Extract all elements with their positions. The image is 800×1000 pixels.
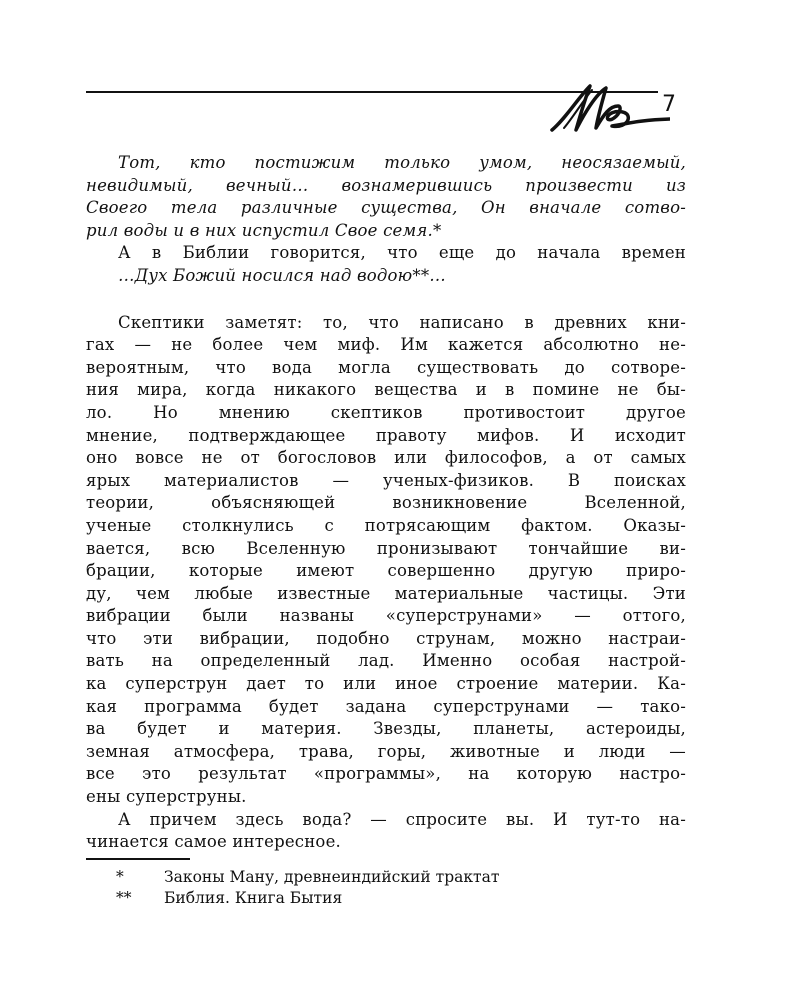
paragraph-line: ва будет и материя. Звезды, планеты, астероиды, (86, 719, 686, 739)
footnote (116, 888, 499, 909)
footnote (116, 867, 499, 888)
paragraph-line: оно вовсе не от богословов или философов, а от самых (86, 448, 686, 468)
epigraph-quote (86, 152, 686, 242)
quote-line: рил воды и в них испустил Свое семя.* (86, 220, 442, 240)
paragraph-line: ло. Но мнению скептиков противостоит другое (86, 402, 686, 422)
paragraph-line: А причем здесь вода? — спросите вы. И тут-то на- (118, 809, 686, 829)
paragraph-line: земная атмосфера, трава, горы, животные и люди — (86, 741, 686, 761)
footnote-text: Библия. Книга Бытия (164, 889, 343, 907)
closing-paragraph (86, 809, 686, 854)
paragraph-line: ния мира, когда никакого вещества и в помине не бы- (86, 380, 686, 400)
footnote-text: Законы Ману, древнеиндийский трактат (164, 868, 500, 886)
paragraph-line: что эти вибрации, подобно струнам, можно настраи- (86, 628, 686, 648)
paragraph-line: Скептики заметят: то, что написано в древних кни- (118, 312, 686, 332)
paragraph-line: мнение, подтверждающее правоту мифов. И исходит (86, 425, 686, 445)
paragraph-line: теории, объясняющей возникновение Вселенной, (86, 493, 686, 513)
calligraphic-flourish-icon (546, 80, 670, 136)
paragraph-line: ярых материалистов — ученых-физиков. В поисках (86, 470, 686, 490)
paragraph-line: ученые столкнулись с потрясающим фактом. Оказы- (86, 515, 686, 535)
quote-line: невидимый, вечный… вознамерившись произвести из (86, 175, 686, 195)
footnote-mark: ** (116, 889, 132, 907)
page-number: 7 (662, 92, 676, 117)
paragraph-line: все это результат «программы», на которую настро- (86, 764, 686, 784)
paragraph-line: кая программа будет задана суперструнами — тако- (86, 696, 686, 716)
footnotes (116, 867, 499, 909)
paragraph-line: вероятным, что вода могла существовать до сотворе- (86, 357, 686, 377)
quote-line: Тот, кто постижим только умом, неосязаемый, (118, 153, 686, 172)
paragraph-line: гах — не более чем миф. Им кажется абсолютно не- (86, 335, 686, 355)
paragraph-line: вать на определенный лад. Именно особая настрой- (86, 651, 686, 671)
page-body (86, 152, 686, 854)
paragraph-line: брации, которые имеют совершенно другую приро- (86, 561, 686, 581)
bible-intro-line: А в Библии говорится, что еще до начала времен (118, 243, 686, 263)
paragraph-line: ду, чем любые известные материальные частицы. Эти (86, 583, 686, 603)
footnote-mark: * (116, 868, 124, 886)
footnote-rule (86, 858, 190, 860)
paragraph-line: ка суперструн дает то или иное строение материи. Ка- (86, 674, 686, 694)
main-paragraph (86, 312, 686, 809)
bible-quote-line: …Дух Божий носился над водою**… (118, 265, 446, 285)
paragraph-line: ены суперструны. (86, 787, 247, 807)
paragraph-line: чинается самое интересное. (86, 832, 341, 852)
paragraph-line: вается, всю Вселенную пронизывают тончайшие ви- (86, 538, 686, 558)
quote-line: Своего тела различные существа, Он вначале сотво- (86, 198, 686, 218)
paragraph-line: вибрации были названы «суперструнами» — оттого, (86, 606, 686, 626)
